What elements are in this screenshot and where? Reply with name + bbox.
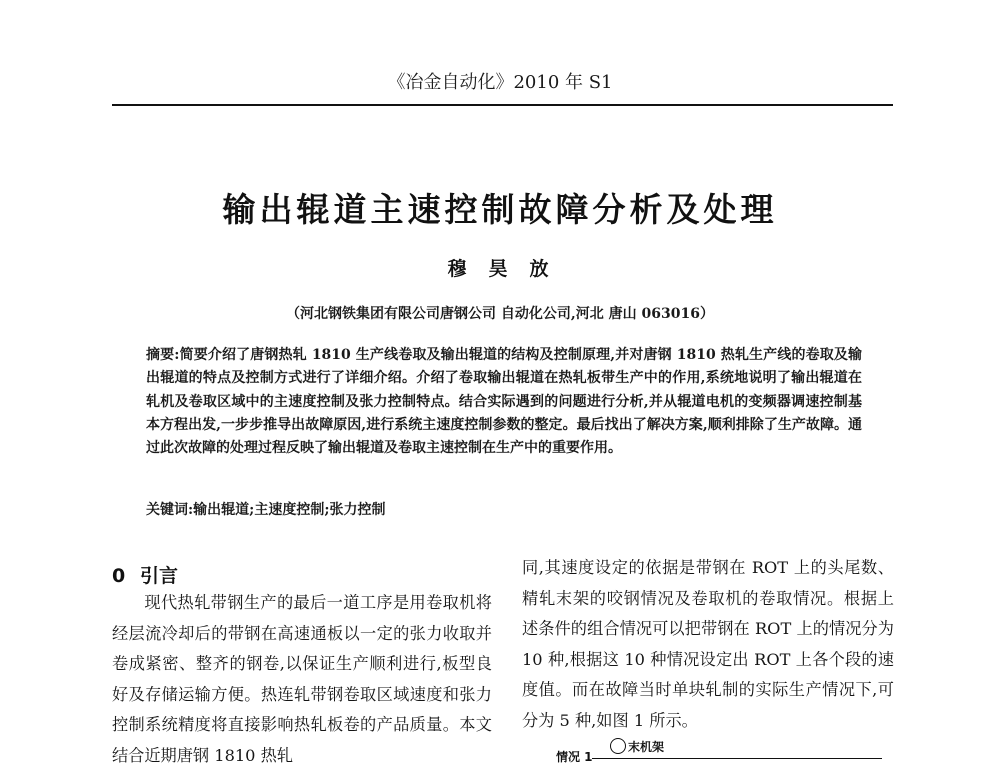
author-name: 穆昊放 bbox=[447, 258, 571, 280]
abstract-text: 简要介绍了唐钢热轧 1810 生产线卷取及输出辊道的结构及控制原理,并对唐钢 1810 热轧生产线的卷取及输出辊道的特点及控制方式进行了详细介绍。介绍了卷取输出辊道在热轧板带生产中的作用,系统地说明了输出辊道在轧机及卷取区域中的主速度控制及张力控制特点。结合实际遇到的问题进行分析,并从辊道电机的变频器调速控制基本方程出发,一步步推导出故障原因,进行系统主速度控制参数的整定。最后找出了解决方案,顺利排除了生产故障。通过此次故障的处理过程反映了输出辊道及卷取主速控制在生产中的重要作用。 bbox=[146, 347, 862, 457]
section-number: 0 bbox=[112, 565, 126, 587]
running-header: 《冶金自动化》2010 年 S1 bbox=[387, 72, 613, 93]
header-rule bbox=[112, 104, 893, 106]
paper-title: 输出辊道主速控制故障分析及处理 bbox=[222, 190, 778, 229]
section-heading bbox=[112, 561, 178, 588]
abstract bbox=[146, 344, 862, 460]
figure-stand-circle bbox=[610, 738, 626, 754]
section-title: 引言 bbox=[140, 565, 179, 587]
author-affiliation: （河北钢铁集团有限公司唐钢公司 自动化公司,河北 唐山 063016） bbox=[286, 306, 714, 322]
body-left-column: 现代热轧带钢生产的最后一道工序是用卷取机将经层流冷却后的带钢在高速通板以一定的张力收取并卷成紧密、整齐的钢卷,以保证生产顺利进行,板型良好及存储运输方便。热连轧带钢卷取区域速度和张力控制系统精度将直接影响热轧板卷的产品质量。本文结合近期唐钢 1810 热轧 bbox=[112, 593, 492, 765]
body-right-column: 同,其速度设定的依据是带钢在 ROT 上的头尾数、精轧末架的咬钢情况及卷取机的卷取情况。根据上述条件的组合情况可以把带钢在 ROT 上的情况分为 10 种,根据这 10 种情况设定出 ROT 上各个段的速度值。而在故障当时单块轧制的实际生产情况下,可分为 5 种,如图 1 所示。 bbox=[522, 558, 894, 730]
abstract-label: 摘要: bbox=[146, 347, 180, 363]
keywords bbox=[146, 499, 862, 521]
keywords-label: 关键词: bbox=[146, 502, 194, 518]
keywords-text: 输出辊道;主速度控制;张力控制 bbox=[193, 502, 386, 518]
figure-stand-label: 末机架 bbox=[628, 740, 665, 754]
figure-row-label: 情况 1 bbox=[556, 750, 593, 764]
figure-strip-line bbox=[592, 758, 882, 759]
